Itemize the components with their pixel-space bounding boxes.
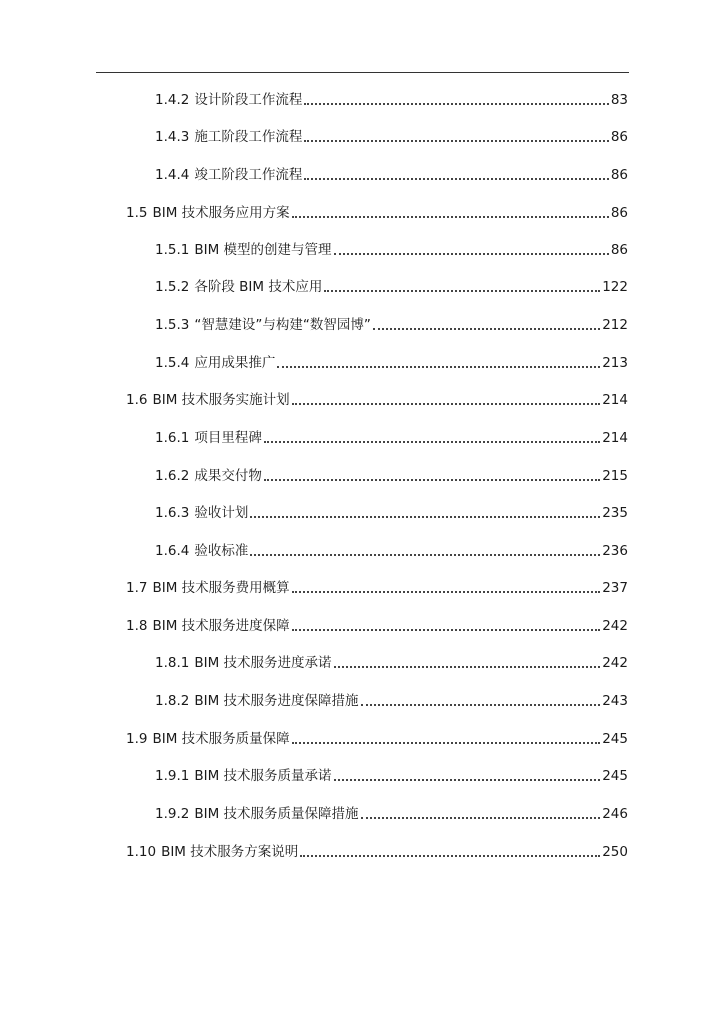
toc-dot-leader — [361, 694, 601, 706]
toc-dot-leader — [292, 581, 601, 593]
toc-entry-number: 1.6.1 — [155, 430, 190, 446]
toc-entry-page: 242 — [602, 655, 628, 671]
toc-entry-title: 各阶段 BIM 技术应用 — [194, 279, 323, 295]
toc-entry-title: “智慧建设”与构建“数智园博” — [194, 317, 371, 333]
toc-entry-1-8-1[interactable] — [155, 649, 628, 671]
toc-entry-page: 243 — [602, 693, 628, 709]
toc-entry-1-10[interactable] — [126, 838, 628, 860]
toc-entry-page: 213 — [602, 355, 628, 371]
toc-entry-page: 83 — [610, 92, 628, 108]
toc-entry-number: 1.8.2 — [155, 693, 190, 709]
toc-entry-page: 214 — [602, 430, 628, 446]
toc-entry-1-4-4[interactable] — [155, 161, 628, 183]
toc-dot-leader — [300, 845, 600, 857]
toc-entry-title: 验收标准 — [194, 543, 249, 559]
toc-entry-title: BIM 技术服务方案说明 — [161, 844, 299, 860]
toc-entry-page: 250 — [602, 844, 628, 860]
toc-entry-title: BIM 技术服务质量保障 — [152, 731, 290, 747]
toc-entry-1-4-3[interactable] — [155, 123, 628, 145]
toc-entry-number: 1.5.2 — [155, 279, 190, 295]
toc-entry-title: BIM 技术服务应用方案 — [152, 205, 290, 221]
toc-dot-leader — [292, 732, 601, 744]
toc-entry-page: 214 — [602, 392, 628, 408]
toc-entry-title: BIM 技术服务进度保障 — [152, 618, 290, 634]
toc-entry-page: 242 — [602, 618, 628, 634]
toc-dot-leader — [292, 619, 601, 631]
toc-entry-1-6-4[interactable] — [155, 537, 628, 559]
toc-entry-page: 122 — [602, 279, 628, 295]
toc-entry-number: 1.7 — [126, 580, 148, 596]
header-rule — [96, 72, 629, 73]
toc-dot-leader — [264, 469, 600, 481]
toc-entry-page: 86 — [610, 205, 628, 221]
toc-dot-leader — [334, 656, 601, 668]
toc-entry-title: BIM 技术服务进度承诺 — [194, 655, 332, 671]
toc-entry-number: 1.9.1 — [155, 768, 190, 784]
toc-entry-number: 1.4.2 — [155, 92, 190, 108]
toc-entry-page: 212 — [602, 317, 628, 333]
toc-entry-page: 86 — [610, 167, 628, 183]
toc-entry-1-8-2[interactable] — [155, 687, 628, 709]
toc-dot-leader — [292, 393, 601, 405]
toc-entry-1-9-2[interactable] — [155, 800, 628, 822]
toc-entry-title: 验收计划 — [194, 505, 249, 521]
toc-entry-number: 1.8 — [126, 618, 148, 634]
toc-dot-leader — [334, 243, 609, 255]
toc-dot-leader — [250, 506, 600, 518]
toc-entry-page: 245 — [602, 731, 628, 747]
toc-dot-leader — [264, 431, 600, 443]
toc-dot-leader — [292, 206, 609, 218]
toc-entry-title: BIM 技术服务质量承诺 — [194, 768, 332, 784]
toc-entry-1-5-4[interactable] — [155, 349, 628, 371]
toc-entry-page: 237 — [602, 580, 628, 596]
toc-entry-number: 1.9.2 — [155, 806, 190, 822]
toc-entry-title: 设计阶段工作流程 — [194, 92, 303, 108]
toc-entry-number: 1.5.3 — [155, 317, 190, 333]
toc-entry-number: 1.6 — [126, 392, 148, 408]
toc-entry-page: 86 — [610, 242, 628, 258]
toc-entry-1-6-3[interactable] — [155, 499, 628, 521]
toc-entry-number: 1.5.4 — [155, 355, 190, 371]
toc-entry-title: 成果交付物 — [194, 468, 262, 484]
toc-entry-number: 1.4.3 — [155, 129, 190, 145]
toc-entry-title: 竣工阶段工作流程 — [194, 167, 303, 183]
toc-entry-1-5-1[interactable] — [155, 236, 628, 258]
toc-entry-1-5[interactable] — [126, 199, 628, 221]
toc-entry-title: BIM 技术服务实施计划 — [152, 392, 290, 408]
toc-entry-page: 86 — [610, 129, 628, 145]
toc-entry-1-6-1[interactable] — [155, 424, 628, 446]
toc-entry-1-7[interactable] — [126, 574, 628, 596]
toc-dot-leader — [304, 93, 608, 105]
toc-entry-number: 1.6.4 — [155, 543, 190, 559]
toc-dot-leader — [361, 807, 601, 819]
toc-entry-page: 246 — [602, 806, 628, 822]
toc-entry-1-6-2[interactable] — [155, 462, 628, 484]
toc-entry-title: BIM 技术服务费用概算 — [152, 580, 290, 596]
toc-entry-page: 235 — [602, 505, 628, 521]
toc-dot-leader — [304, 130, 608, 142]
toc-entry-title: 应用成果推广 — [194, 355, 276, 371]
toc-entry-1-5-3[interactable] — [155, 311, 628, 333]
toc-entry-title: BIM 模型的创建与管理 — [194, 242, 332, 258]
toc-dot-leader — [334, 769, 601, 781]
toc-entry-number: 1.5.1 — [155, 242, 190, 258]
toc-entry-number: 1.6.3 — [155, 505, 190, 521]
toc-entry-page: 245 — [602, 768, 628, 784]
toc-dot-leader — [304, 168, 608, 180]
toc-entry-title: BIM 技术服务进度保障措施 — [194, 693, 359, 709]
toc-entry-1-9-1[interactable] — [155, 762, 628, 784]
toc-dot-leader — [373, 318, 600, 330]
toc-entry-title: 施工阶段工作流程 — [194, 129, 303, 145]
toc-entry-1-9[interactable] — [126, 725, 628, 747]
toc-entry-number: 1.9 — [126, 731, 148, 747]
toc-entry-number: 1.5 — [126, 205, 148, 221]
toc-entry-title: BIM 技术服务质量保障措施 — [194, 806, 359, 822]
toc-entry-number: 1.8.1 — [155, 655, 190, 671]
toc-entry-page: 236 — [602, 543, 628, 559]
toc-entry-number: 1.10 — [126, 844, 157, 860]
toc-entry-1-8[interactable] — [126, 612, 628, 634]
toc-dot-leader — [250, 544, 600, 556]
toc-entry-number: 1.6.2 — [155, 468, 190, 484]
toc-entry-1-4-2[interactable] — [155, 86, 628, 108]
toc-entry-1-5-2[interactable] — [155, 273, 628, 295]
toc-dot-leader — [277, 356, 600, 368]
toc-entry-title: 项目里程碑 — [194, 430, 262, 446]
toc-entry-number: 1.4.4 — [155, 167, 190, 183]
toc-dot-leader — [324, 280, 600, 292]
toc-entry-1-6[interactable] — [126, 386, 628, 408]
toc-entry-page: 215 — [602, 468, 628, 484]
